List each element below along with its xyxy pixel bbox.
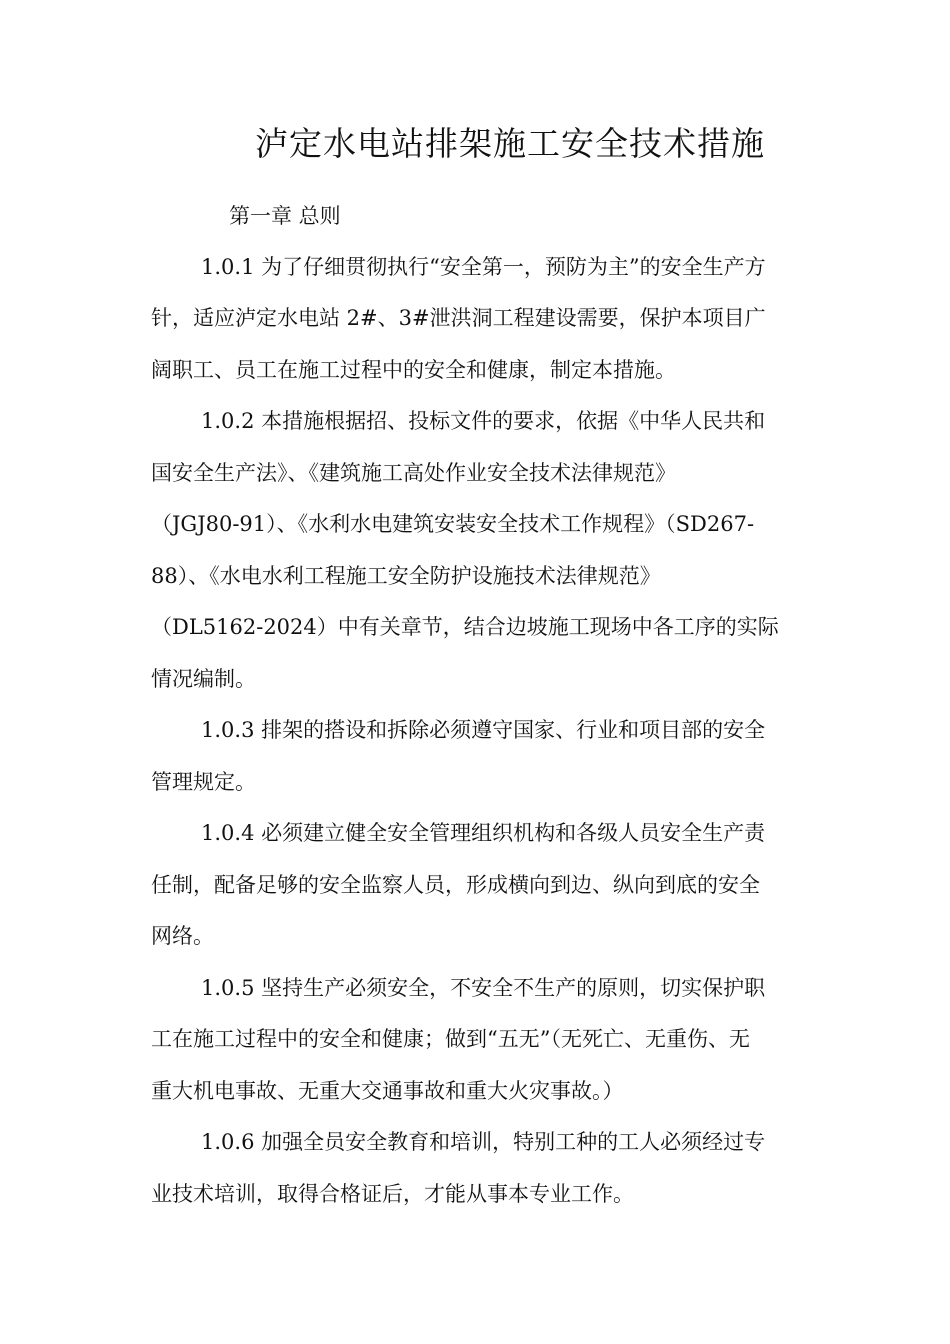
paragraph-line: 情况编制。 xyxy=(151,667,256,691)
paragraph-line: 重大机电事故、无重大交通事故和重大火灾事故。） xyxy=(151,1079,624,1103)
paragraph-line: 业技术培训，取得合格证后，才能从事本专业工作。 xyxy=(151,1182,634,1206)
paragraph-line: 1.0.6 加强全员安全教育和培训，特别工种的工人必须经过专 xyxy=(201,1130,766,1154)
paragraph-line: 任制，配备足够的安全监察人员，形成横向到边、纵向到底的安全 xyxy=(151,873,760,897)
paragraph-line: 阔职工、员工在施工过程中的安全和健康，制定本措施。 xyxy=(151,358,676,382)
chapter-heading: 第一章 总则 xyxy=(229,204,341,228)
paragraph-line: 1.0.2 本措施根据招、投标文件的要求，依据《中华人民共和 xyxy=(201,409,766,433)
paragraph-line: 针，适应泸定水电站 2#、3#泄洪洞工程建设需要，保护本项目广 xyxy=(151,306,766,330)
paragraph-line: （DL5162-2024）中有关章节，结合边坡施工现场中各工序的实际 xyxy=(151,615,779,639)
paragraph-line: 工在施工过程中的安全和健康；做到“五无”（无死亡、无重伤、无 xyxy=(151,1027,750,1051)
paragraph-line: 管理规定。 xyxy=(151,770,256,794)
paragraph-line: 1.0.1 为了仔细贯彻执行“安全第一，预防为主”的安全生产方 xyxy=(201,255,766,279)
paragraph-line: 1.0.4 必须建立健全安全管理组织机构和各级人员安全生产责 xyxy=(201,821,766,845)
paragraph-line: 1.0.3 排架的搭设和拆除必须遵守国家、行业和项目部的安全 xyxy=(201,718,766,742)
paragraph-line: 国安全生产法》、《建筑施工高处作业安全技术法律规范》 xyxy=(151,461,676,485)
paragraph-line: 1.0.5 坚持生产必须安全，不安全不生产的原则，切实保护职 xyxy=(201,976,766,1000)
paragraph-line: 88）、《水电水利工程施工安全防护设施技术法律规范》 xyxy=(151,564,661,588)
paragraph-line: 网络。 xyxy=(151,924,214,948)
document-title: 泸定水电站排架施工安全技术措施 xyxy=(255,124,765,163)
paragraph-line: （JGJ80-91）、《水利水电建筑安装安全技术工作规程》（SD267- xyxy=(151,512,755,536)
